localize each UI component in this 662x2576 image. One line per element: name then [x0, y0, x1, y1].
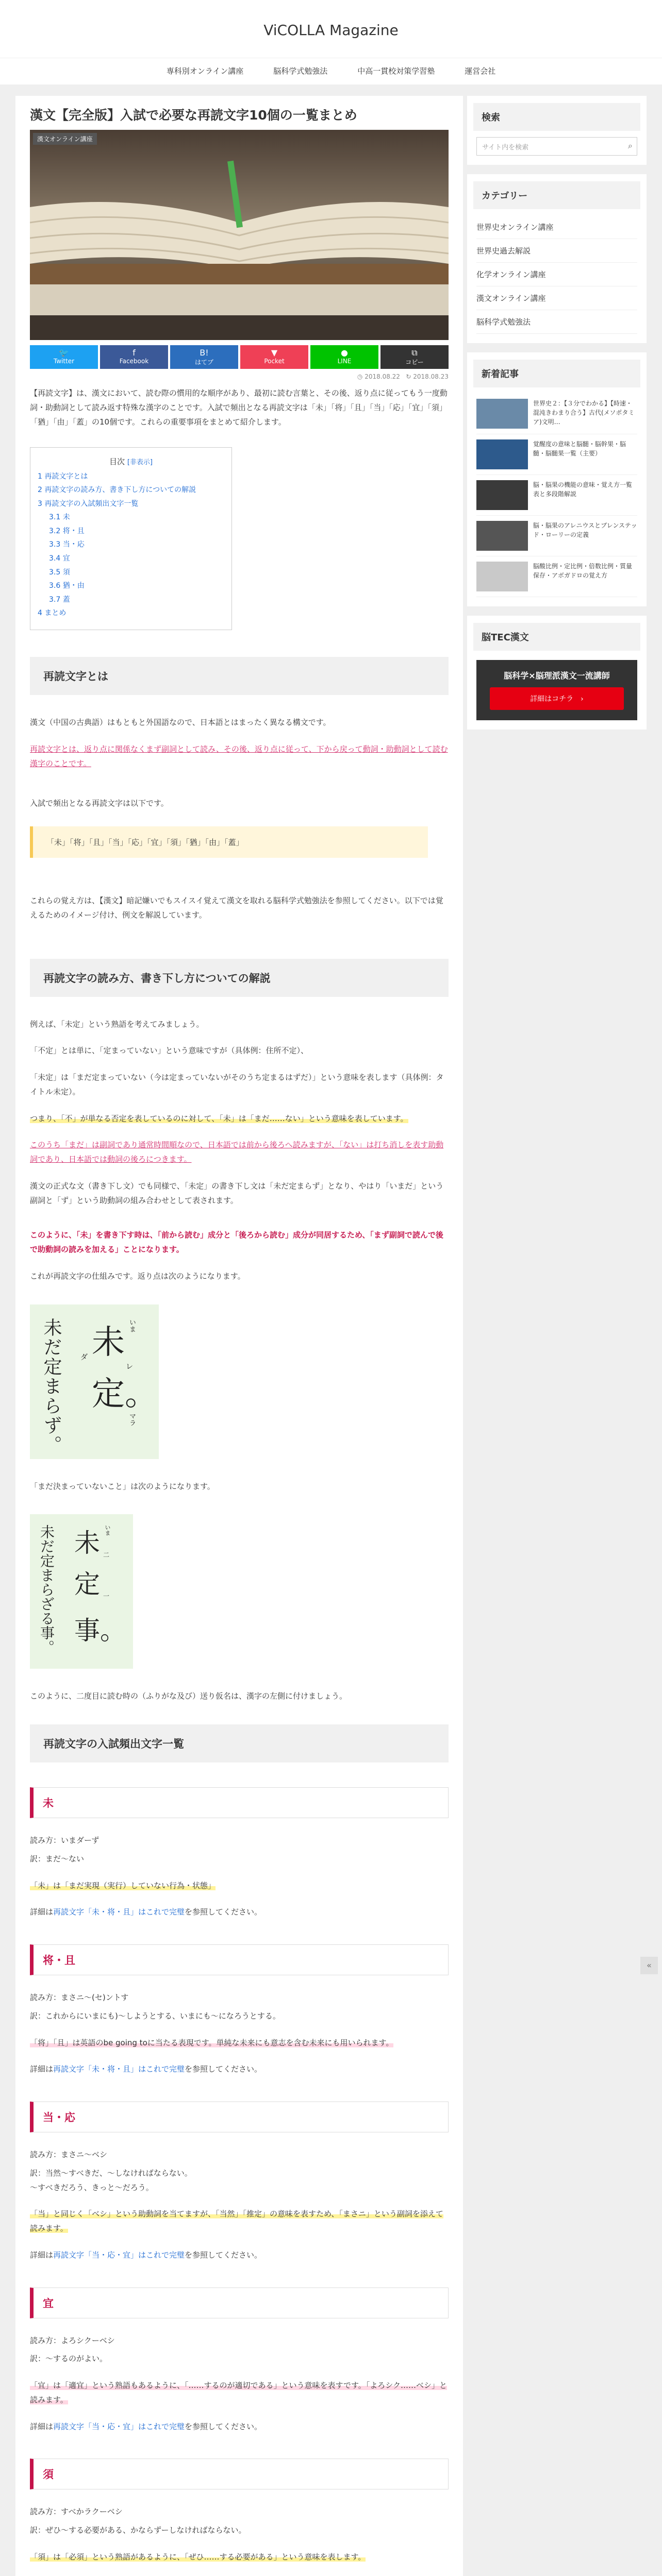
kanji-entry: [30, 1944, 449, 2077]
toc-item[interactable]: 1 再読文字とは: [38, 472, 88, 481]
share-buttons: [30, 345, 449, 369]
kanji-entry-heading: 宜: [30, 2287, 449, 2318]
nav-item-company[interactable]: 運営会社: [465, 66, 496, 76]
toc-item[interactable]: 3.7 蓋: [49, 595, 70, 604]
toc-item[interactable]: 3.1 未: [49, 513, 70, 522]
promo-subtitle: 脳科学×脳理派漢文一流講師: [504, 671, 610, 681]
category-item[interactable]: 世界史オンライン講座: [476, 215, 637, 239]
toc-item[interactable]: 3.4 宜: [49, 554, 70, 563]
toc-item[interactable]: 2 再読文字の読み方、書き下し方についての解説: [38, 486, 196, 495]
main-article: [15, 96, 463, 2576]
toc-item[interactable]: 3.3 当・応: [49, 540, 85, 549]
post-thumbnail: [476, 521, 528, 551]
s2-paragraph-5: このうち「まだ」は副詞であり通常時間順なので、日本語では前から後ろへ読みますが、「ない」は打ち消しを表す助動詞であり、日本語では動詞の後ろにつきます。: [30, 1140, 444, 1164]
kanji-detail-line: 詳細は再読文字「当・応・宜」はこれで完璧を参照してください。: [30, 2250, 262, 2260]
kanji-reading: 読み方：いまダーず: [30, 1836, 100, 1845]
new-post-item[interactable]: [476, 516, 637, 556]
kanji-example-image-1: 未 いま ダ レ 定。 マラ 未だ定まらず。: [30, 1304, 159, 1459]
toc-item[interactable]: 3.2 将・且: [49, 527, 85, 535]
category-item[interactable]: 漢文オンライン講座: [476, 286, 637, 310]
share-facebook-button[interactable]: f Facebook: [100, 345, 168, 369]
category-list: [476, 215, 637, 334]
clock-icon: ◷: [357, 373, 363, 381]
share-pocket-button[interactable]: ▼ Pocket: [240, 345, 308, 369]
s2-paragraph-1: 例えば、「未定」という熟語を考えてみましょう。: [30, 1019, 204, 1029]
new-post-item[interactable]: [476, 434, 637, 475]
new-posts-widget: [467, 352, 647, 606]
toc-item[interactable]: 3 再読文字の入試頻出文字一覧: [38, 499, 139, 508]
category-item[interactable]: 世界史過去解説: [476, 239, 637, 263]
post-title: 世界史２：【３分でわかる】【時速・混沌きわまり合う】古代(メソポタミア)文明…: [533, 400, 635, 426]
site-title[interactable]: ViCOLLA Magazine: [263, 22, 399, 39]
toc-list: [38, 470, 224, 621]
share-line-button[interactable]: ● LINE: [310, 345, 378, 369]
kanji-meaning: 訳：これからにいまにも)～しようとする、いまにも～になろうとする。: [30, 2011, 280, 2021]
kanji-detail-link[interactable]: 再読文字「当・応・宜」はこれで完璧: [53, 2421, 185, 2431]
s2-paragraph-8: これが再読文字の仕組みです。返り点は次のようになります。: [30, 1271, 245, 1281]
category-widget-title: カテゴリー: [473, 181, 640, 209]
refresh-icon: ↻: [406, 373, 411, 381]
kanji-entry: [30, 1787, 449, 1920]
post-thumbnail: [476, 562, 528, 591]
promo-widget: [467, 616, 647, 730]
kanji-reading: 読み方：よろシクーベシ: [30, 2335, 115, 2345]
article-title: 漢文【完全版】入試で必要な再読文字10個の一覧まとめ: [30, 108, 357, 123]
s2-paragraph-2: 「不定」とは単に、「定まっていない」という意味ですが（具体例：住所不定）、: [30, 1046, 309, 1056]
search-icon[interactable]: ⌕: [628, 141, 633, 150]
share-hatena-button[interactable]: B! はてブ: [170, 345, 238, 369]
kanji-entry-heading: 当・応: [30, 2102, 449, 2132]
s1-paragraph-2: 再読文字とは、返り点に関係なくまず副詞として読み、その後、返り点に従って、下から戻って動詞・助動詞として読む漢字のことです。: [30, 744, 448, 768]
post-thumbnail: [476, 439, 528, 469]
post-title: 脳・脳果のアレニウスとブレンステッド・ローリーの定義: [533, 522, 637, 538]
toc-item[interactable]: 4 まとめ: [38, 609, 67, 618]
kanji-note: 「宜」は「適宜」という熟語もあるように、「……するのが適切である」という意味を表すです。「よろシク……ベシ」と読みます。: [30, 2381, 447, 2404]
toc-item[interactable]: 3.5 須: [49, 568, 70, 577]
post-title: 脳酸比例・定比例・倍数比例・質量保存・アボガドロの覚え方: [533, 563, 633, 579]
kanji-meaning: 訳：ぜひ～する必要がある、かならずーしなければならない。: [30, 2526, 246, 2535]
category-item[interactable]: 脳科学式勉強法: [476, 310, 637, 334]
post-title: 脳・脳果の機能の意味・覚え方一覧表と多段階解説: [533, 481, 633, 498]
s2-paragraph-6: 漢文の正式な文（書き下し文）でも同様で、「未定」の書き下し文は「未だ定まらず」となり、やはり「いまだ」という副詞と「ず」という助動詞の組み合わせとして表されます。: [30, 1181, 444, 1205]
kanji-detail-line: 詳細は再読文字「未・将・且」はこれで完璧を参照してください。: [30, 1907, 262, 1917]
new-post-item[interactable]: [476, 475, 637, 516]
kanji-entry: [30, 2287, 449, 2434]
back-to-top-button[interactable]: [640, 1957, 658, 1974]
nav-item-courses[interactable]: 専科別オンライン講座: [166, 66, 244, 76]
kanji-reading: 読み方：すべかラクーベシ: [30, 2507, 123, 2517]
new-posts-title: 新着記事: [473, 360, 640, 387]
search-widget-title: 検索: [473, 103, 640, 131]
kanji-note: 「当」と同じく「ベシ」という助動詞を当てますが、「当然」「推定」の意味を表すため、「まさニ」という副詞を添えて読みます。: [30, 2209, 443, 2233]
pocket-icon: ▼: [271, 348, 278, 358]
promo-widget-title: 脳TEC漢文: [473, 623, 640, 651]
section-heading-3: 再読文字の入試頻出文字一覧: [30, 1724, 449, 1762]
toc-title: 目次 [非表示]: [109, 456, 153, 466]
category-label[interactable]: 漢文オンライン講座: [33, 133, 97, 145]
s1-paragraph-4: これらの覚え方は、【漢文】暗記嫌いでもスイスイ覚えて漢文を取れる脳科学式勉強法を参照してください。以下では覚えるためのイメージ付け、例文を解説しています。: [30, 896, 443, 920]
kanji-detail-link[interactable]: 再読文字「未・将・且」はこれで完璧: [53, 2064, 185, 2074]
kanji-detail-link[interactable]: 再読文字「当・応・宜」はこれで完璧: [53, 2250, 185, 2260]
kanji-list: [30, 1787, 449, 2565]
kanji-note: 「未」は「まだ実現（実行）していない行為・状態」: [30, 1880, 216, 1890]
kanji-entry-heading: 未: [30, 1787, 449, 1818]
s2-paragraph-7: このように、「未」を書き下す時は、「前から読む」成分と「後ろから読む」成分が同居するため、「まず副詞で読んで後で助動詞の読みを加える」ことになります。: [30, 1230, 443, 1255]
kanji-note: 「将」「且」は英語のbe going toに当たる表現です。単純な未来にも意志を含む未来にも用いられます。: [30, 2038, 394, 2047]
site-header: [0, 0, 662, 58]
search-input[interactable]: サイト内を検索 ⌕: [476, 137, 637, 156]
date-updated: 2018.08.23: [413, 373, 449, 381]
hatena-icon: B!: [200, 348, 209, 358]
kanji-detail-line: 詳細は再読文字「当・応・宜」はこれで完璧を参照してください。: [30, 2421, 262, 2431]
kanji-note: 「須」は「必須」という熟語があるように、「ぜひ……する必要がある」という意味を表します。: [30, 2552, 366, 2562]
date-created: 2018.08.22: [365, 373, 400, 381]
kanji-entry-heading: 須: [30, 2459, 449, 2489]
toc-item[interactable]: 3.6 猶・由: [49, 582, 85, 590]
sidebar: [467, 96, 647, 730]
line-icon: ●: [341, 348, 348, 358]
s1-paragraph-3: 入試で頻出となる再読文字は以下です。: [30, 799, 169, 808]
new-post-item[interactable]: [476, 394, 637, 434]
category-widget: [467, 174, 647, 343]
double-chevron-up-icon: «: [647, 1960, 652, 1970]
global-nav: [0, 58, 662, 84]
s2-paragraph-9: 「まだ決まっていないこと」は次のようになります。: [30, 1481, 215, 1491]
post-dates: [30, 373, 449, 380]
books-photo: [30, 130, 449, 340]
s1-paragraph-1: 漢文（中国の古典語）はもともと外国語なので、日本語とはまったく異なる構文です。: [30, 718, 331, 727]
twitter-icon: 🐦: [59, 348, 69, 358]
copy-link-button[interactable]: ⧉ コピー: [380, 345, 449, 369]
kanji-entry-heading: 将・且: [30, 1944, 449, 1975]
kanji-entry: [30, 2102, 449, 2263]
section-heading-2: 再読文字の読み方、書き下し方についての解説: [30, 959, 449, 997]
s2-paragraph-3: 「未定」は「まだ定まっていない（今は定まっていないがそのうち定まるはずだ）」という意味を表します（具体例：タイトル未定）。: [30, 1073, 444, 1096]
kanji-meaning: 訳：～するのがよい。: [30, 2354, 108, 2364]
table-of-contents: [30, 447, 232, 631]
kanji-reading: 読み方：まさニ～(セ)ントす: [30, 1993, 129, 2003]
new-post-item[interactable]: [476, 556, 637, 597]
kanji-list-box: 「未」「将」「且」「当」「応」「宜」「須」「猶」「由」「蓋」: [30, 826, 428, 858]
promo-banner[interactable]: [476, 660, 637, 720]
toc-toggle[interactable]: [非表示]: [127, 458, 153, 466]
promo-detail-button[interactable]: 詳細はコチラ ›: [490, 687, 624, 710]
post-title: 覚醒度の意味と脳髄・脳幹果・脳髄・脳髄果一覧（主要）: [533, 440, 626, 457]
category-item[interactable]: 化学オンライン講座: [476, 263, 637, 286]
kanji-detail-line: 詳細は再読文字「未・将・且」はこれで完璧を参照してください。: [30, 2064, 262, 2074]
new-posts-list: [476, 394, 637, 597]
kanji-meaning: 訳：まだ～ない: [30, 1854, 85, 1863]
s2-paragraph-10: このように、二度目に読む時の（ふりがな及び）送り仮名は、漢字の左側に付けましょう。: [30, 1691, 347, 1701]
post-thumbnail: [476, 399, 528, 429]
share-twitter-button[interactable]: 🐦 Twitter: [30, 345, 98, 369]
facebook-icon: f: [133, 348, 136, 358]
search-widget: [467, 96, 647, 165]
kanji-reading: 読み方：まさニ～ベシ: [30, 2150, 108, 2160]
kanji-meaning: 訳：当然～すべきだ、～しなければならない。 ～すべきだろう、きっと～だろう。: [30, 2168, 192, 2192]
nav-item-cram-school[interactable]: 中高一貫校対策学習塾: [357, 66, 435, 76]
kanji-entry: [30, 2459, 449, 2564]
lead-paragraph: 【再読文字】は、漢文において、読む際の慣用的な順序があり、最初に読む言葉と、その後、返り点に従ってもう一度動詞・助動詞として読み返す特殊な漢字のことです。入試で頻出となる再読文字は「未」「将」「且」「当」「応」「宜」「須」「猶」「由」「蓋」の10個です。これらの重要事項をまとめて紹介します。: [30, 388, 448, 427]
nav-item-study-method[interactable]: 脳科学式勉強法: [273, 66, 328, 76]
s2-paragraph-4: つまり、「不」が単なる否定を表しているのに対して、「未」は「まだ……ない」という意味を表しています。: [30, 1113, 408, 1123]
post-thumbnail: [476, 480, 528, 510]
kanji-detail-link[interactable]: 再読文字「未・将・且」はこれで完璧: [53, 1907, 185, 1917]
section-heading-1: 再読文字とは: [30, 657, 449, 695]
eyecatch-image: [30, 130, 449, 340]
kanji-example-image-2: 未 いま 二 定 一 事。 未だ定まらざる事。: [30, 1514, 133, 1669]
copy-icon: ⧉: [411, 348, 418, 358]
